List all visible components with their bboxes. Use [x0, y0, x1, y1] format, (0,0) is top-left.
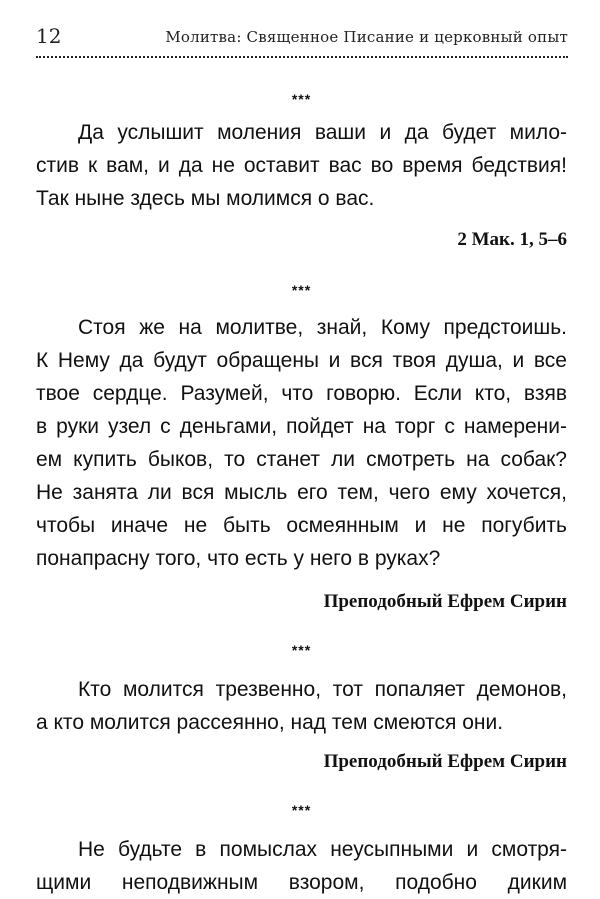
text-line: стив к вам, и да не оставит вас во время бедствия! [36, 154, 567, 177]
page-body [36, 66, 567, 899]
text-line: в руки узел с деньгами, пойдет на торг с намерени- [36, 415, 567, 438]
running-title: Молитва: Священное Писание и церковный опыт [165, 28, 568, 46]
text-line: Да услышит моления ваши и да будет мило- [78, 121, 567, 144]
quote-paragraph [36, 673, 567, 739]
quote-source: Преподобный Ефрем Сирин [323, 591, 567, 612]
text-line: Стоя же на молитве, знай, Кому предстоишь. [78, 316, 567, 339]
text-line: Не будьте в помыслах неусыпными и смотря- [78, 838, 567, 861]
section-separator: *** [291, 282, 312, 298]
quote-source: 2 Мак. 1, 5–6 [457, 229, 567, 250]
text-line: понапрасну того, что есть у него в руках? [36, 547, 441, 570]
section-separator: *** [291, 642, 312, 658]
text-line: ем купить быков, то станет ли смотреть на собак? [36, 448, 567, 471]
page-header [36, 20, 568, 58]
text-line: а кто молится рассеянно, над тем смеются они. [36, 711, 504, 734]
text-line: твое сердце. Разумей, что говорю. Если кто, взяв [36, 382, 567, 405]
page-number: 12 [36, 24, 62, 48]
quote-paragraph [36, 311, 567, 575]
section-separator: *** [291, 802, 312, 818]
text-line: чтобы иначе не быть осмеянным и не погубить [36, 514, 567, 537]
quote-paragraph [36, 116, 567, 215]
text-line: щими неподвижным взором, подобно диким [36, 871, 567, 894]
text-line: Так ныне здесь мы молимся о вас. [36, 187, 375, 210]
text-line: К Нему да будут обращены и вся твоя душа, и все [36, 349, 567, 372]
quote-source: Преподобный Ефрем Сирин [323, 751, 567, 772]
section-separator: *** [291, 91, 312, 107]
text-line: Не занята ли вся мысль его тем, чего ему хочется, [36, 481, 567, 504]
quote-paragraph [36, 833, 567, 899]
text-line: Кто молится трезвенно, тот попаляет демонов, [78, 678, 567, 701]
